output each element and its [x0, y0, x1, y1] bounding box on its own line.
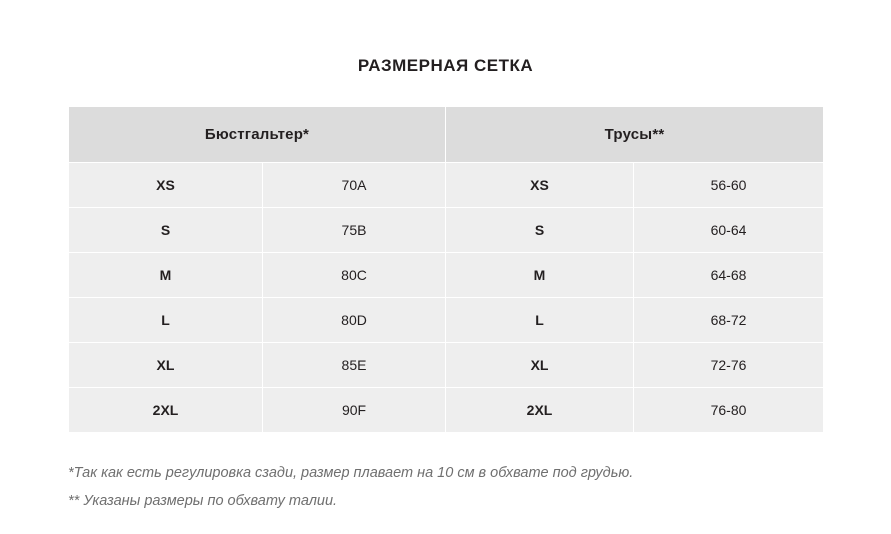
panty-size-value: 64-68 — [634, 253, 824, 298]
panty-size-value: 72-76 — [634, 343, 824, 388]
panty-size-label: S — [446, 208, 634, 253]
bra-size-value: 80D — [263, 298, 446, 343]
panty-size-value: 60-64 — [634, 208, 824, 253]
column-header-bra: Бюстгальтер* — [69, 107, 446, 163]
bra-size-label: M — [69, 253, 263, 298]
panty-size-label: M — [446, 253, 634, 298]
table-row — [69, 163, 824, 208]
table-row — [69, 208, 824, 253]
panty-size-label: XL — [446, 343, 634, 388]
panty-size-label: L — [446, 298, 634, 343]
bra-size-value: 85E — [263, 343, 446, 388]
footnote-bra: *Так как есть регулировка сзади, размер плавает на 10 см в обхвате под грудью. — [68, 465, 634, 481]
bra-size-label: 2XL — [69, 388, 263, 433]
bra-size-value: 75B — [263, 208, 446, 253]
table-row — [69, 388, 824, 433]
bra-size-value: 90F — [263, 388, 446, 433]
column-header-panty: Трусы** — [446, 107, 824, 163]
panty-size-label: XS — [446, 163, 634, 208]
panty-size-value: 56-60 — [634, 163, 824, 208]
page-title: РАЗМЕРНАЯ СЕТКА — [357, 56, 534, 75]
bra-size-value: 70A — [263, 163, 446, 208]
size-table-container — [68, 106, 823, 433]
table-header-row — [69, 107, 824, 163]
bra-size-label: XL — [69, 343, 263, 388]
panty-size-value: 76-80 — [634, 388, 824, 433]
footnote-panty: ** Указаны размеры по обхвату талии. — [68, 493, 338, 510]
table-row — [69, 343, 824, 388]
footnotes — [68, 459, 823, 516]
bra-size-label: XS — [69, 163, 263, 208]
table-row — [69, 298, 824, 343]
size-table — [68, 106, 824, 433]
table-row — [69, 253, 824, 298]
panty-size-value: 68-72 — [634, 298, 824, 343]
bra-size-label: S — [69, 208, 263, 253]
panty-size-label: 2XL — [446, 388, 634, 433]
bra-size-value: 80C — [263, 253, 446, 298]
bra-size-label: L — [69, 298, 263, 343]
table-body — [69, 163, 824, 433]
